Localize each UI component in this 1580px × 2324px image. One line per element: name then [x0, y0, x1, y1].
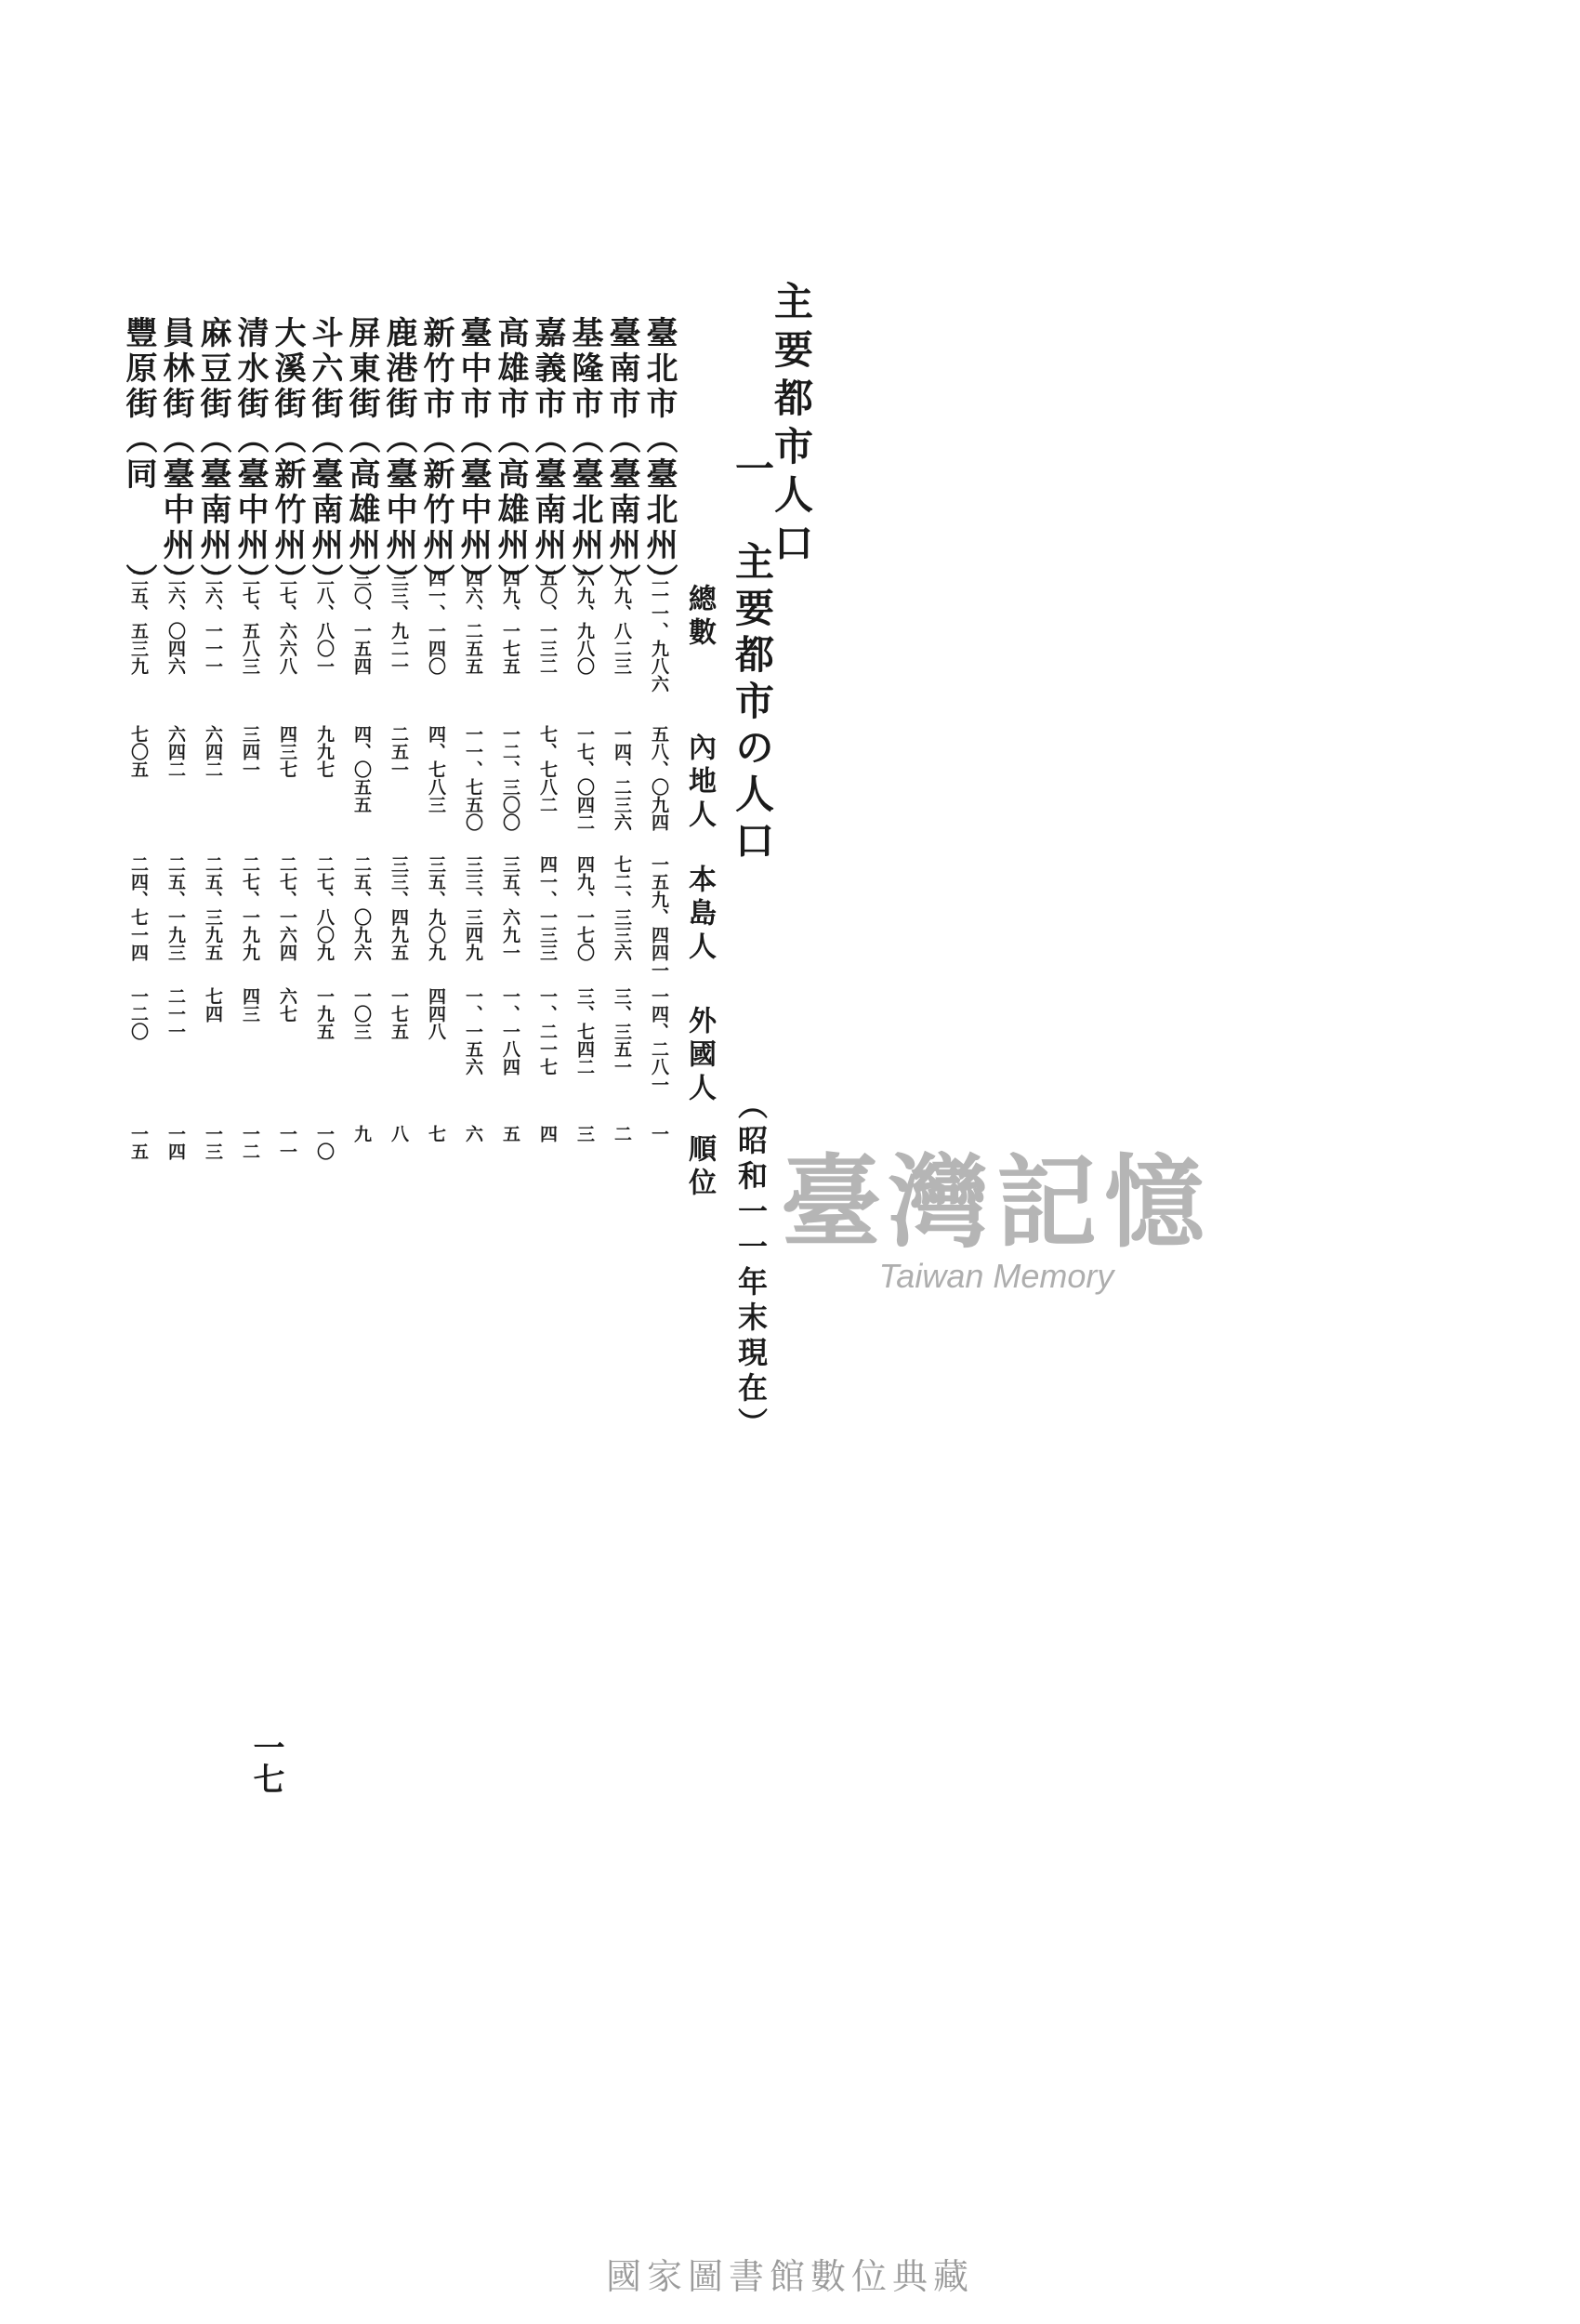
page-number: 一七 — [247, 1731, 284, 1794]
naichi-value: 五八、〇九四 — [649, 725, 669, 831]
rank-value: 一五 — [128, 1125, 149, 1160]
total-value: 四九、一七五 — [500, 569, 520, 675]
rank-value: 八 — [388, 1125, 409, 1142]
hontou-value: 二五、一九三 — [165, 855, 186, 961]
page-title: 主要都市人口 — [769, 281, 814, 571]
city-name: 豐原街（同 ） — [120, 316, 157, 599]
hontou-value: 三五、六九一 — [500, 855, 520, 961]
naichi-value: 一七、〇四二 — [574, 725, 595, 831]
total-value: 二七、六六八 — [277, 569, 297, 675]
footer-archive-label: 國家圖書館數位典藏 — [605, 2256, 974, 2297]
naichi-value: 四三七 — [277, 725, 297, 778]
watermark-english: Taiwan Memory — [878, 1257, 1114, 1295]
gaikoku-value: 一、一五六 — [463, 987, 483, 1076]
gaikoku-value: 三、七四二 — [574, 987, 595, 1076]
total-value: 三三、九二一 — [388, 569, 409, 675]
total-value: 五〇、一三二 — [537, 569, 558, 675]
hontou-value: 二五、〇九六 — [351, 855, 372, 961]
city-name: 新竹市（新竹州） — [417, 316, 454, 599]
rank-value: 七 — [426, 1125, 446, 1142]
hontou-value: 三三、四九五 — [388, 855, 409, 961]
naichi-value: 四、七八三 — [426, 725, 446, 813]
naichi-value: 七、七八二 — [537, 725, 558, 813]
naichi-value: 一二、三〇〇 — [500, 725, 520, 831]
rank-value: 一三 — [203, 1125, 223, 1160]
gaikoku-value: 二一一 — [165, 987, 186, 1040]
total-value: 二六、一一一 — [203, 569, 223, 675]
gaikoku-value: 一七五 — [388, 987, 409, 1040]
total-value: 四六、二五五 — [463, 569, 483, 675]
city-name: 高雄市（高雄州） — [492, 316, 529, 599]
header-gaikoku: 外國人 — [683, 1006, 716, 1106]
rank-value: 九 — [351, 1125, 372, 1142]
city-name: 大溪街（新竹州） — [269, 316, 306, 599]
rank-value: 六 — [463, 1125, 483, 1142]
city-name: 嘉義市（臺南州） — [529, 316, 566, 599]
total-value: 二一一、九八六 — [649, 569, 669, 693]
rank-value: 二 — [612, 1125, 632, 1142]
total-value: 二八、八〇一 — [314, 569, 335, 675]
gaikoku-value: 七四 — [203, 987, 223, 1023]
total-value: 二五、五三九 — [128, 569, 149, 675]
total-value: 二六、〇四六 — [165, 569, 186, 675]
gaikoku-value: 四四八 — [426, 987, 446, 1040]
hontou-value: 二四、七一四 — [128, 855, 149, 961]
city-name: 臺北市（臺北州） — [640, 316, 678, 599]
hontou-value: 七二、三三六 — [612, 855, 632, 961]
city-name: 斗六街（臺南州） — [306, 316, 343, 599]
gaikoku-value: 六七 — [277, 987, 297, 1023]
city-name: 屏東街（高雄州） — [343, 316, 380, 599]
header-total: 總數 — [683, 584, 716, 651]
city-name: 清水街（臺中州） — [231, 316, 269, 599]
header-rank: 順位 — [683, 1134, 716, 1201]
city-name: 員林街（臺中州） — [157, 316, 194, 599]
gaikoku-value: 一四、二八一 — [649, 987, 669, 1093]
naichi-value: 三四一 — [240, 725, 260, 778]
naichi-value: 七〇五 — [128, 725, 149, 778]
gaikoku-value: 一、二一七 — [537, 987, 558, 1076]
city-name: 麻豆街（臺南州） — [194, 316, 231, 599]
hontou-value: 二七、一六四 — [277, 855, 297, 961]
naichi-value: 一四、二三六 — [612, 725, 632, 831]
gaikoku-value: 一二〇 — [128, 987, 149, 1040]
gaikoku-value: 一〇三 — [351, 987, 372, 1040]
hontou-value: 三五、九〇九 — [426, 855, 446, 961]
total-value: 六九、九八〇 — [574, 569, 595, 675]
rank-value: 一一 — [277, 1125, 297, 1160]
gaikoku-value: 一、一八四 — [500, 987, 520, 1076]
total-value: 四一、一四〇 — [426, 569, 446, 675]
hontou-value: 四九、一七〇 — [574, 855, 595, 961]
city-name: 基隆市（臺北州） — [566, 316, 603, 599]
naichi-value: 六四二 — [165, 725, 186, 778]
gaikoku-value: 四三 — [240, 987, 260, 1023]
rank-value: 五 — [500, 1125, 520, 1142]
hontou-value: 二七、八〇九 — [314, 855, 335, 961]
gaikoku-value: 一九五 — [314, 987, 335, 1040]
date-note: （昭和一一年末現在） — [733, 1089, 769, 1443]
rank-value: 四 — [537, 1125, 558, 1142]
naichi-value: 四、〇五五 — [351, 725, 372, 813]
watermark-chinese: 臺灣記憶 — [781, 1144, 1213, 1261]
hontou-value: 二七、一九九 — [240, 855, 260, 961]
naichi-value: 一一、七五〇 — [463, 725, 483, 831]
header-naichi: 內地人 — [683, 733, 716, 833]
naichi-value: 二五一 — [388, 725, 409, 778]
total-value: 三〇、一五四 — [351, 569, 372, 675]
rank-value: 一四 — [165, 1125, 186, 1160]
total-value: 二七、五八三 — [240, 569, 260, 675]
header-hontou: 本島人 — [683, 865, 716, 965]
section-title: 一 主要都市の人口 — [730, 448, 775, 866]
city-name: 鹿港街（臺中州） — [380, 316, 417, 599]
hontou-value: 一五九、四四一 — [649, 855, 669, 979]
hontou-value: 四一、一三三 — [537, 855, 558, 961]
naichi-value: 九九七 — [314, 725, 335, 778]
city-name: 臺南市（臺南州） — [603, 316, 640, 599]
hontou-value: 二五、三九五 — [203, 855, 223, 961]
gaikoku-value: 三、三五一 — [612, 987, 632, 1076]
watermark-logo — [781, 1144, 1213, 1296]
rank-value: 一〇 — [314, 1125, 335, 1160]
total-value: 八九、八二三 — [612, 569, 632, 675]
rank-value: 一 — [649, 1125, 669, 1142]
hontou-value: 三三、三四九 — [463, 855, 483, 961]
rank-value: 一二 — [240, 1125, 260, 1160]
naichi-value: 六四二 — [203, 725, 223, 778]
rank-value: 三 — [574, 1125, 595, 1142]
city-name: 臺中市（臺中州） — [454, 316, 492, 599]
